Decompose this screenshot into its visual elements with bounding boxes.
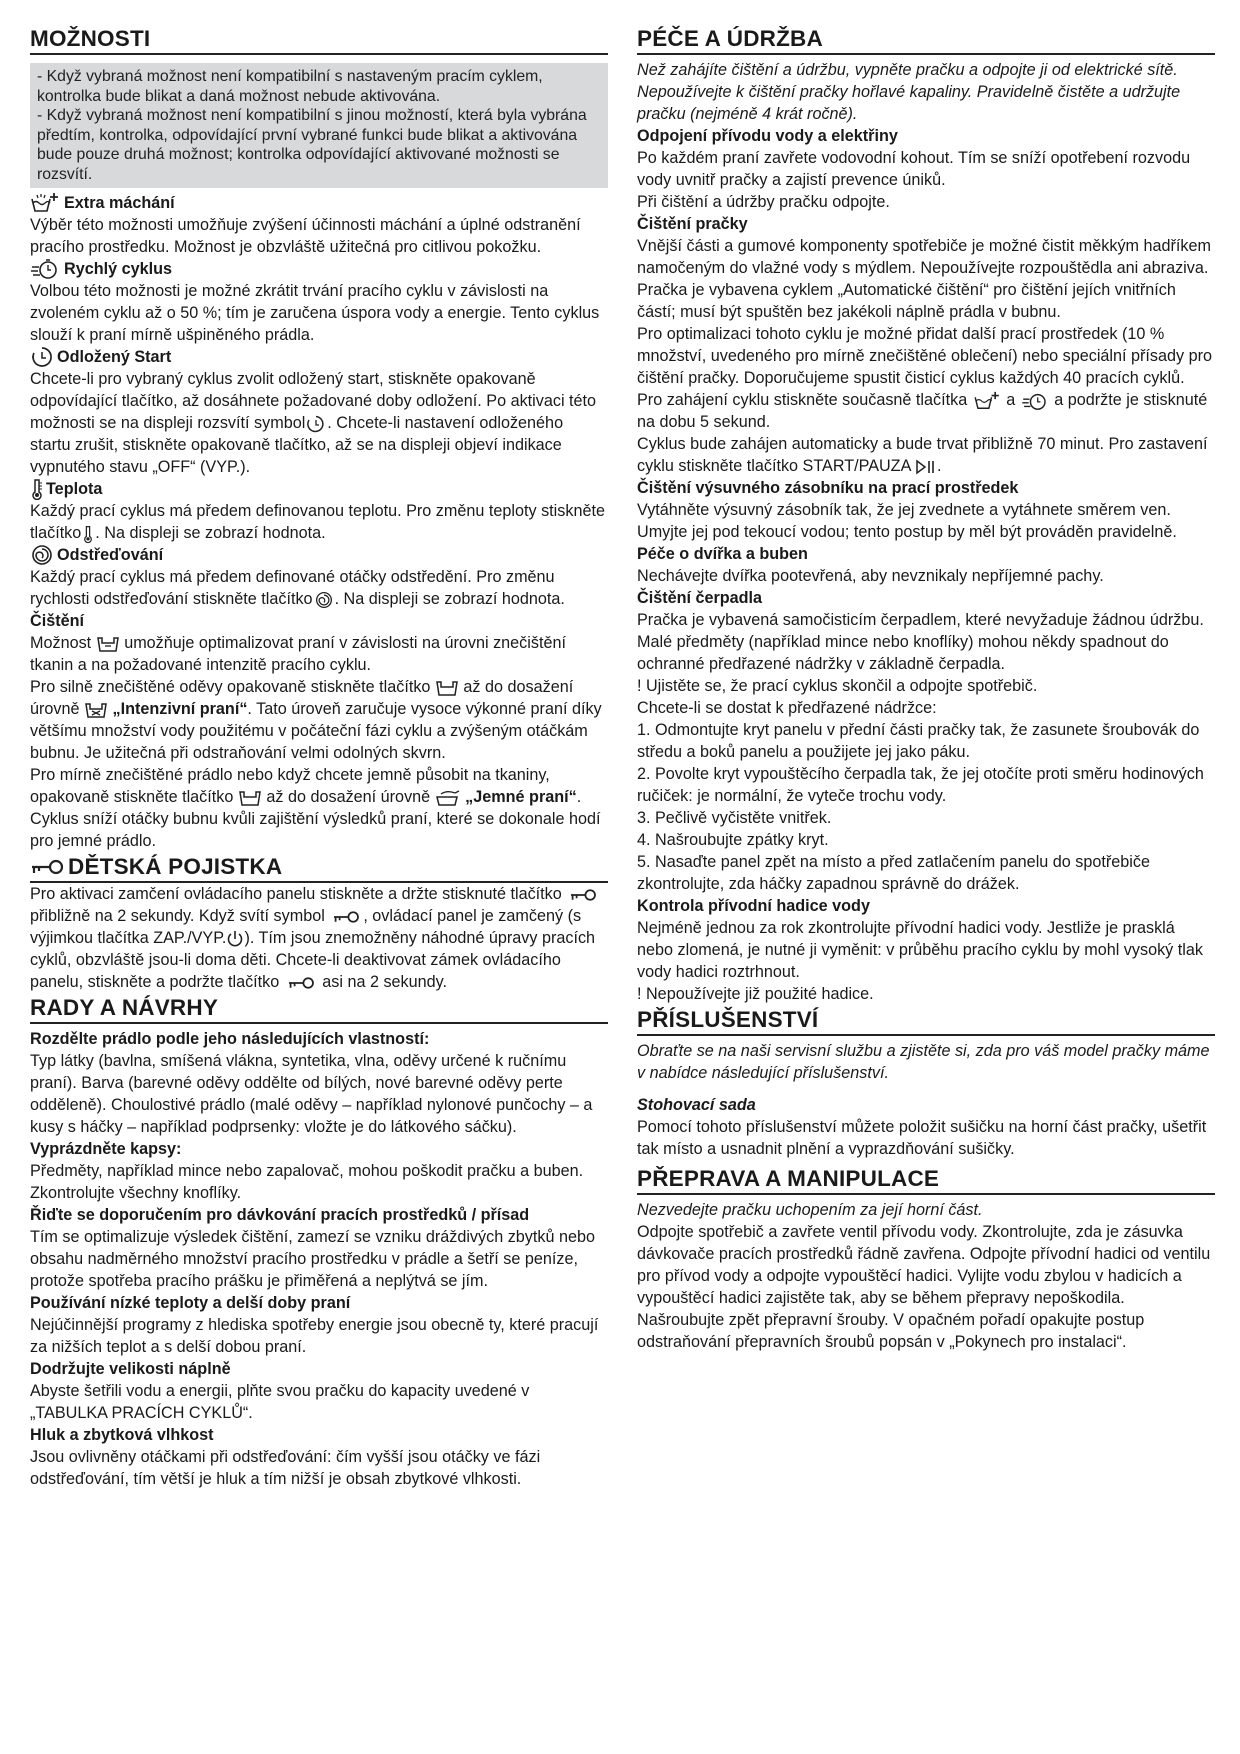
cleaning-title: Čištění — [30, 612, 84, 630]
disconnect-heading: Odpojení přívodu vody a elektřiny — [637, 127, 898, 145]
pump-text-1: Pračka je vybavená samočisticím čerpadlem, které nevyžaduje žádnou údržbu. Malé předměty (například mince nebo knoflíky) mohou někdy spadnout do ochranné předřazené nádržky v základně čerpadla. — [637, 611, 1204, 673]
disconnect-text: Po každém praní zavřete vodovodní kohout. Tím se sníží opotřebení rozvodu vody uvnitř pračky a zajistí prevence úniků. — [637, 149, 1191, 189]
delay-start-text-a: Chcete-li pro vybraný cyklus zvolit odložený start, stiskněte opakovaně odpovídající tlačítko, až dosáhnete požadované doby odložení. Po aktivaci této možnosti se na displeji rozsvítí symbol — [30, 370, 597, 432]
soil-level-icon — [96, 635, 120, 653]
drawer-heading: Čištění výsuvného zásobníku na prací prostředek — [637, 479, 1019, 497]
accessories-title: PŘÍSLUŠENSTVÍ — [637, 1007, 1215, 1036]
child-lock-text-d: ). Tím jsou znemožněny náhodné úpravy pracích cyklů, obzvláště jsou-li doma děti. Chcete-li deaktivovat zámek ovládacího panelu, stiskněte a podržte tlačítko — [30, 929, 596, 991]
pump-step-2: 2. Povolte kryt vypouštěcího čerpadla tak, že jej otočíte proti směru hodinových ručiček: je normální, že vyteče trochu vody. — [637, 765, 1204, 805]
compatibility-note-box — [30, 63, 608, 188]
child-lock-text-e: asi na 2 sekundy. — [322, 973, 448, 991]
care-intro: Než zahájíte čištění a údržbu, vypněte pračku a odpojte ji od elektrické sítě. Nepoužívejte k čištění pračky hořlavé kapaliny. Pravidelně čistěte a udržujte pračku (nejméně 4 krát ročně). — [637, 61, 1181, 123]
disconnect-text-2: Při čištění a údržby pračku odpojte. — [637, 193, 890, 211]
spin-text-b: . Na displeji se zobrazí hodnota. — [334, 590, 565, 608]
drawer-text: Vytáhněte výsuvný zásobník tak, že jej zvednete a vytáhnete směrem ven. Umyjte jej pod tekoucí vodou; tento postup by měl být prováděn pravidelně. — [637, 501, 1177, 541]
delay-start-icon — [30, 346, 54, 368]
intensive-wash-label: „Intenzivní praní“ — [112, 700, 248, 718]
start-pause-icon — [915, 459, 937, 475]
tips-t1: Typ látky (bavlna, smíšená vlákna, syntetika, vlna, oděvy určené k ručnímu praní). Barva (barevné oděvy oddělte od bílých, nové barevné oděvy perte odděleně). Choulostivé prádlo (malé oděvy – například nylonové punčochy – a kusy s háčky – například podprsenky: vložte je do látkového sáčku). — [30, 1052, 593, 1136]
quick-cycle-icon — [30, 258, 60, 280]
pump-step-4: 4. Našroubujte zpátky kryt. — [637, 831, 829, 849]
tips-t4: Nejúčinnější programy z hlediska spotřeby energie jsou obecně ty, které pracují za nižších teplot a s delší dobou praní. — [30, 1316, 599, 1356]
thermometer-button-icon — [81, 525, 95, 543]
tips-t3: Tím se optimalizuje výsledek čištění, zamezí se vzniku dráždivých zbytků nebo obsahu nadměrného množství pracího prostředku v prádle a šetří se peníze, protože spotřeba pracího prášku je přiměřená a neplýtvá se jím. — [30, 1228, 595, 1290]
cleaning-p1 — [30, 632, 608, 676]
door-heading: Péče o dvířka a buben — [637, 545, 808, 563]
child-lock-heading — [30, 854, 608, 883]
power-icon — [226, 930, 244, 948]
key-button-icon-2 — [284, 975, 318, 991]
spin-icon — [30, 544, 54, 566]
tips-h6: Hluk a zbytková vlhkost — [30, 1426, 214, 1444]
delay-symbol-icon — [305, 415, 327, 433]
transport-text: Odpojte spotřebič a zavřete ventil přívodu vody. Zkontrolujte, zda je zásuvka dávkovače pracích prostředků řádně zavřena. Odpojte přívodní hadici od ventilu pro přívod vody a odpojte vypouštěcí hadici. Vylijte vodu zbylou v hadicích a vypouštěcí hadici zajistěte tak, aby se během přepravy nepoškodila. Našroubujte zpět přepravní šrouby. V opačném pořadí opakujte postup odstraňování přepravních šroubů popsán v „Pokynech pro instalaci“. — [637, 1223, 1211, 1351]
spin-heading — [30, 544, 608, 566]
key-icon — [30, 857, 64, 877]
temperature-heading — [30, 478, 608, 500]
moznosti-title: MOŽNOSTI — [30, 26, 608, 55]
child-lock-text-b: přibližně na 2 sekundy. Když svítí symbol — [30, 907, 325, 925]
thermometer-icon — [30, 478, 44, 500]
transport-title: PŘEPRAVA A MANIPULACE — [637, 1166, 1215, 1195]
soil-level-button-icon-2 — [238, 789, 262, 807]
cleaning-p1-b: umožňuje optimalizovat praní v závislosti na úrovni znečištění tkanin a na požadované intenzitě pracího cyklu. — [30, 634, 566, 674]
cleaning-p3-d: . Cyklus sníží otáčky bubnu kvůli zajištění výsledků praní, které se dokonale hodí pro jemné prádlo. — [30, 788, 601, 850]
cleaning-machine-p4-b: a — [1006, 391, 1016, 409]
quick-cycle-heading — [30, 258, 608, 280]
spin-button-icon — [313, 591, 335, 609]
right-column — [637, 26, 1215, 1353]
extra-rinse-icon — [30, 192, 60, 214]
pump-text-3: Chcete-li se dostat k předřazené nádržce: — [637, 699, 937, 717]
temperature-text-b: . Na displeji se zobrazí hodnota. — [95, 524, 326, 542]
left-column — [30, 26, 608, 1490]
cleaning-machine-p5 — [637, 433, 1215, 477]
cleaning-p3-a: Pro mírně znečištěné prádlo nebo když chcete jemně působit na tkaniny, opakovaně stiskněte tlačítko — [30, 766, 550, 806]
care-title: PÉČE A ÚDRŽBA — [637, 26, 1215, 55]
intensive-wash-icon — [84, 701, 108, 719]
delay-start-text — [30, 368, 608, 478]
child-lock-text-a: Pro aktivaci zamčení ovládacího panelu stiskněte a držte stisknuté tlačítko — [30, 885, 562, 903]
delay-start-text-b: . Chcete-li nastavení odloženého startu zrušit, stiskněte opakovaně tlačítko, až se na displeji objeví indikace vypnutého stavu „OFF“ (VYP.). — [30, 414, 564, 476]
stacking-kit-title: Stohovací sada — [637, 1096, 756, 1114]
cleaning-p2-b: až do dosažení úrovně — [30, 678, 574, 718]
cleaning-p1-a: Možnost — [30, 634, 92, 652]
cleaning-p2-d: . Tato úroveň zaručuje vysoce výkonné praní díky většímu množství vody použitému v počáteční fázi cyklu a zvýšeným otáčkám bubnu. Je užitečná při odstraňování velmi odolných skvrn. — [30, 700, 602, 762]
extra-rinse-button-icon — [972, 391, 1002, 411]
cleaning-p3-b: až do dosažení úrovně — [266, 788, 431, 806]
extra-rinse-heading — [30, 192, 608, 214]
transport-intro: Nezvedejte pračku uchopením za její horní část. — [637, 1201, 983, 1219]
pump-step-1: 1. Odmontujte kryt panelu v přední části pračky tak, že zasunete šroubovák do středu a boků panelu a použijete jej jako páku. — [637, 721, 1200, 761]
pump-heading: Čištění čerpadla — [637, 589, 763, 607]
tips-title: RADY A NÁVRHY — [30, 995, 608, 1024]
tips-h1: Rozdělte prádlo podle jeho následujících vlastností: — [30, 1030, 430, 1048]
cleaning-machine-p4-a: Pro zahájení cyklu stiskněte současně tlačítka — [637, 391, 968, 409]
cleaning-p3 — [30, 764, 608, 852]
quick-cycle-title: Rychlý cyklus — [64, 260, 172, 278]
child-lock-text — [30, 883, 608, 993]
door-text: Nechávejte dvířka pootevřená, aby nevznikaly nepříjemné pachy. — [637, 567, 1104, 585]
pump-text-2: ! Ujistěte se, že prací cyklus skončil a odpojte spotřebič. — [637, 677, 1038, 695]
quick-cycle-text: Volbou této možnosti je možné zkrátit trvání pracího cyklu v závislosti na zvoleném cyklu až o 50 %; tím je zaručena úspora vody a energie. Tento cyklus slouží k praní mírně ušpiněného prádla. — [30, 282, 600, 344]
cleaning-machine-p4 — [637, 389, 1215, 433]
stacking-kit-text: Pomocí tohoto příslušenství můžete položit sušičku na horní část pračky, ušetřit tak místo a usnadnit plnění a vyprazdňování sušičky. — [637, 1118, 1207, 1158]
temperature-title: Teplota — [46, 480, 103, 498]
note-2: - Když vybraná možnost není kompatibilní s jinou možností, která byla vybrána předtím, kontrolka, odpovídající první vybrané funkci bude blikat a aktivována bude pouze druhá možnost; kontrolka odpovídající aktivované možnosti se rozsvítí. — [37, 107, 587, 183]
delay-start-heading — [30, 346, 608, 368]
soil-level-button-icon — [435, 679, 459, 697]
cleaning-machine-p4-c: a podržte je stisknuté na dobu 5 sekund. — [637, 391, 1208, 431]
spin-text-a: Každý prací cyklus má předem definované otáčky odstředění. Pro změnu rychlosti odstřeďování stiskněte tlačítko — [30, 568, 555, 608]
extra-rinse-title: Extra máchání — [64, 194, 175, 212]
cleaning-machine-p3: Pro optimalizaci tohoto cyklu je možné přidat další prací prostředek (10 % množství, uvedeného pro mírně znečištěné oblečení) nebo speciální přísady pro čištění pračky. Doporučujeme spustit čisticí cyklus každých 40 pracích cyklů. — [637, 325, 1212, 387]
delay-start-title: Odložený Start — [57, 348, 172, 366]
cleaning-machine-p5-a: Cyklus bude zahájen automaticky a bude trvat přibližně 70 minut. Pro zastavení cyklu stiskněte tlačítko START/PAUZA — [637, 435, 1208, 475]
hose-heading: Kontrola přívodní hadice vody — [637, 897, 870, 915]
tips-h5: Dodržujte velikosti náplně — [30, 1360, 231, 1378]
cleaning-machine-heading: Čištění pračky — [637, 215, 748, 233]
hose-text: Nejméně jednou za rok zkontrolujte přívodní hadici vody. Jestliže je prasklá nebo zlomená, je nutné ji vyměnit: v průběhu pracího cyklu by mohl vysoký tlak vody hadici roztrhnout. — [637, 919, 1203, 981]
pump-step-5: 5. Nasaďte panel zpět na místo a před zatlačením panelu do spotřebiče zkontrolujte, zda háčky zapadnou správně do drážek. — [637, 853, 1150, 893]
quick-cycle-button-icon — [1020, 391, 1050, 411]
spin-text — [30, 566, 608, 610]
pump-step-3: 3. Pečlivě vyčistěte vnitřek. — [637, 809, 832, 827]
note-1: - Když vybraná možnost není kompatibilní s nastaveným pracím cyklem, kontrolka bude blikat a daná možnost nebude aktivována. — [37, 68, 543, 105]
tips-h2: Vyprázdněte kapsy: — [30, 1140, 182, 1158]
temperature-text — [30, 500, 608, 544]
key-symbol-icon — [329, 909, 363, 925]
accessories-intro: Obraťte se na naši servisní službu a zjistěte si, zda pro váš model pračky máme v nabídce následující příslušenství. — [637, 1042, 1210, 1082]
key-button-icon — [566, 887, 600, 903]
spin-title: Odstřeďování — [57, 546, 164, 564]
extra-rinse-text: Výběr této možnosti umožňuje zvýšení účinnosti máchání a úplné odstranění pracího prostředku. Možnost je obzvláště užitečná pro citlivou pokožku. — [30, 216, 581, 256]
temperature-text-a: Každý prací cyklus má předem definovanou teplotu. Pro změnu teploty stiskněte tlačítko — [30, 502, 605, 542]
delicate-wash-label: „Jemné praní“ — [465, 788, 577, 806]
cleaning-p2 — [30, 676, 608, 764]
tips-t6: Jsou ovlivněny otáčkami při odstřeďování: čím vyšší jsou otáčky ve fázi odstřeďování, tím větší je hluk a tím nižší je obsah zbytkové vlhkosti. — [30, 1448, 541, 1488]
hose-text-2: ! Nepoužívejte již použité hadice. — [637, 985, 874, 1003]
cleaning-machine-p2: Pračka je vybavena cyklem „Automatické čištění“ pro čištění jejích vnitřních částí; musí být spuštěn bez jakékoli náplně prádla v bubnu. — [637, 281, 1176, 321]
delicate-wash-icon — [435, 789, 461, 807]
child-lock-text-c: , ovládací panel je zamčený (s výjimkou tlačítka ZAP./VYP. — [30, 907, 582, 947]
tips-t2: Předměty, například mince nebo zapalovač, mohou poškodit pračku a buben. Zkontrolujte všechny knoflíky. — [30, 1162, 584, 1202]
tips-h3: Řiďte se doporučením pro dávkování pracích prostředků / přísad — [30, 1206, 530, 1224]
tips-t5: Abyste šetřili vodu a energii, plňte svou pračku do kapacity uvedené v „TABULKA PRACÍCH CYKLŮ“. — [30, 1382, 530, 1422]
cleaning-p2-a: Pro silně znečištěné oděvy opakovaně stiskněte tlačítko — [30, 678, 431, 696]
cleaning-machine-p5-b: . — [936, 457, 942, 475]
child-lock-title: DĚTSKÁ POJISTKA — [68, 854, 283, 879]
tips-h4: Používání nízké teploty a delší doby praní — [30, 1294, 351, 1312]
cleaning-machine-p1: Vnější části a gumové komponenty spotřebiče je možné čistit měkkým hadříkem namočeným do vlažné vody s mýdlem. Nepoužívejte rozpouštědla ani abraziva. — [637, 237, 1212, 277]
